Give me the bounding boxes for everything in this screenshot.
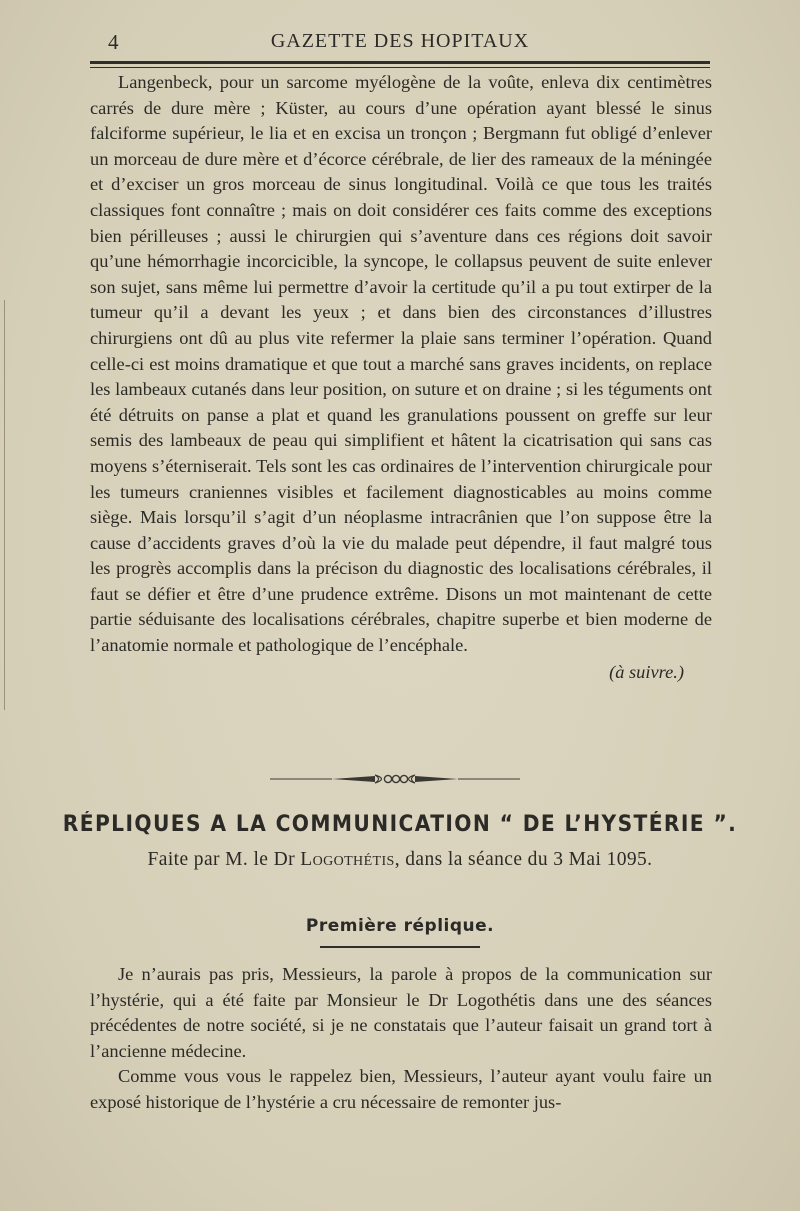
to-be-continued: (à suivre.): [609, 661, 684, 682]
article-continuation: [90, 70, 712, 685]
section-paragraph: Comme vous vous le rappelez bien, Messieurs, l’auteur ayant voulu faire un exposé historique de l’hystérie a cru nécessaire de remonter jus-: [90, 1066, 712, 1112]
section-subtitle: [0, 849, 800, 871]
ornament-divider-icon: [270, 772, 520, 786]
subtitle-author: Logothétis,: [300, 849, 400, 870]
subheading: Première réplique.: [305, 916, 495, 936]
subtitle-suffix: dans la séance du 3 Mai 1095.: [405, 849, 653, 870]
margin-mark: [4, 300, 5, 710]
page-number: 4: [108, 30, 119, 54]
header-rule: [90, 61, 710, 68]
section-title: RÉPLIQUES A LA COMMUNICATION “ DE L’HYSTÉRIE ”.: [62, 812, 738, 837]
subheading-rule: [320, 946, 480, 948]
section-paragraph: Je n’aurais pas pris, Messieurs, la parole à propos de la communication sur l’hystérie, qui a été faite par Monsieur le Dr Logothétis dans une des séances précédentes de notre société, si je ne constatais que l’auteur faisait un grand tort à l’ancienne médecine.: [90, 964, 712, 1061]
running-head: GAZETTE DES HOPITAUX: [270, 30, 530, 52]
section-body: [90, 962, 712, 1116]
body-paragraph: Langenbeck, pour un sarcome myélogène de la voûte, enleva dix centimètres carrés de dure mère ; Küster, au cours d’une opération ayant blessé le sinus falciforme supérieur, le lia et en excisa un tronçon ; Bergmann fut obligé d’enlever un morceau de dure mère et d’écorce cérébrale, de lier des rameaux de la méningée et d’exciser un gros morceau de sinus longitudinal. Voilà ce que tous les traités classiques font connaître ; mais on doit considérer ces faits comme des exceptions bien périlleuses ; aussi le chirurgien qui s’aventure dans ces régions doit savoir qu’une hémorrhagie incorcicible, la syncope, le collapsus peuvent de suite enlever son sujet, sans même lui permettre d’avoir la certitude qu’il a pu tout extirper de la tumeur qu’il a devant les yeux ; et dans bien des circonstances d’illustres chirurgiens ont dû au plus vite refermer la plaie sans terminer l’opération. Quand celle-ci est moins dramatique et que tout a marché sans graves incidents, on replace les lambeaux cutanés dans leur position, on suture et on draine ; si les téguments ont été détruits on panse a plat et quand les granulations poussent on greffe sur leur semis des lambeaux de peau qui simplifient et hâtent la cicatrisation qui sans cas moyens s’éterniserait. Tels sont les cas ordinaires de l’intervention chirurgicale pour les tumeurs craniennes visibles et facilement diagnosticables au moins comme siège. Mais lorsqu’il s’agit d’un néoplasme intracrânien que l’on suppose être la cause d’accidents graves d’où la vie du malade peut dépendre, il faut malgré tous les progrès accomplis dans la précison du diagnostic des localisations cérébrales, il faut se défier et être d’une prudence extrême. Disons un mot maintenant de cette partie séduisante des localisations cérébrales, chapitre superbe et bien moderne de l’anatomie normale et pathologique de l’encéphale.: [90, 72, 712, 656]
subtitle-prefix: Faite par M. le Dr: [147, 849, 295, 870]
